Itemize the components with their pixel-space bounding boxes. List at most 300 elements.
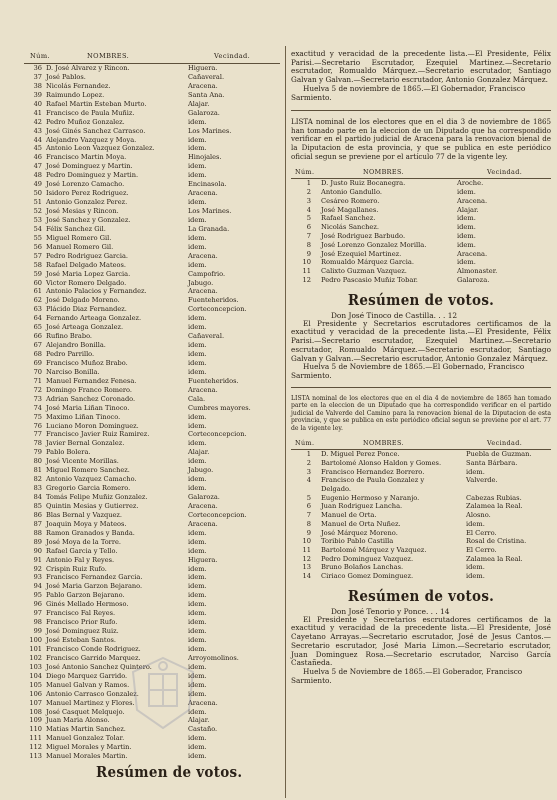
lista2-voter-row — [291, 563, 551, 572]
top-date-signature: Huelva 5 de noviembre de 1865.—El Gobernador, Francisco Sarmiento. — [291, 83, 526, 102]
voter-name: Manuel Martinez y Flores. — [46, 698, 135, 707]
row-number: 66 — [33, 332, 42, 341]
row-number: 71 — [33, 376, 42, 385]
voter-vecindad: Fuenteheridos. — [188, 376, 239, 385]
voter-vecindad: Los Marines. — [188, 126, 232, 135]
left-voter-row — [24, 422, 280, 431]
voter-vecindad: idem. — [188, 591, 207, 600]
voter-name: Francisco de Paula Gonzalez y Delgado. — [321, 476, 425, 493]
voter-name: Francisco Garrido Marquez. — [46, 653, 141, 662]
voter-vecindad: Rosal de Cristina. — [466, 537, 527, 546]
left-voter-row — [24, 430, 280, 439]
lista1-voter-row — [291, 241, 551, 250]
names-header: NOMBRES. — [87, 52, 130, 60]
left-voter-row — [24, 529, 280, 538]
voter-vecindad: idem. — [457, 187, 476, 196]
voter-vecindad: Alosno. — [466, 511, 491, 520]
voter-name: Antonio Leon Vazquez Gonzalez. — [46, 144, 155, 153]
left-voter-row — [24, 386, 280, 395]
voter-vecindad: idem. — [457, 258, 476, 267]
left-voter-row — [24, 305, 280, 314]
voter-vecindad: idem. — [188, 341, 207, 350]
left-voter-row — [24, 198, 280, 207]
voter-vecindad: idem. — [188, 475, 207, 484]
lista1-intro: LISTA nominal de los electores que en el dia 3 de noviembre de 1865 han tomado parte en la eleccion de un Diputado que ha correspondido verificar en el partido judicial de Aracena para la renovacion bienal de la Diputacion de esta provincia, y que se publica en este periódico oficial segun se previene por el artículo 77 de la vigente ley. — [291, 117, 551, 161]
row-number: 7 — [306, 231, 311, 240]
row-number: 73 — [33, 394, 42, 403]
lista2-voter-row — [291, 520, 551, 529]
row-number: 91 — [33, 555, 42, 564]
row-number: 7 — [306, 511, 311, 520]
voter-vecindad: idem. — [457, 223, 476, 232]
lista2-voter-row — [291, 529, 551, 538]
voter-name: Rafael Martin Esteban Murto. — [46, 99, 147, 108]
row-number: 90 — [33, 546, 42, 555]
row-number: 39 — [33, 90, 42, 99]
left-voter-row — [24, 332, 280, 341]
voter-name: Pedro Parrillo. — [46, 350, 95, 358]
lista1-names-header: NOMBRES. — [363, 168, 404, 177]
left-voter-row — [24, 493, 280, 502]
row-number: 64 — [33, 314, 42, 323]
voter-name: Matias Martin Sanchez. — [46, 725, 126, 734]
voter-name: Francisco Fernandez Garcia. — [46, 573, 143, 582]
voter-vecindad: idem. — [188, 689, 207, 698]
lista2-voter-row — [291, 459, 551, 468]
voter-name: Alejandro Vazquez y Moya. — [46, 135, 137, 144]
left-voter-row — [24, 73, 280, 82]
voter-vecindad: Aracena. — [188, 287, 218, 296]
row-number: 55 — [33, 233, 42, 242]
voter-vecindad: idem. — [188, 680, 207, 689]
voter-vecindad: idem. — [188, 367, 207, 376]
row-number: 41 — [33, 108, 42, 117]
row-number: 58 — [33, 260, 42, 269]
voter-vecindad: Aracena. — [457, 196, 488, 205]
voter-name: Pablo Garzon Bejarano. — [46, 591, 125, 600]
voter-name: José Mesias y Rincon. — [46, 207, 119, 215]
voter-vecindad: Cala. — [188, 394, 206, 403]
row-number: 47 — [33, 162, 42, 171]
voter-vecindad: Higuera. — [188, 64, 218, 72]
row-number: 4 — [306, 476, 311, 485]
voter-name: Juan Maria Alonso. — [46, 716, 110, 725]
voter-name: Crispin Ruiz Rufo. — [46, 564, 107, 573]
voter-vecindad: idem. — [188, 627, 207, 636]
row-number: 113 — [29, 752, 42, 761]
row-number: 102 — [29, 653, 42, 662]
voter-vecindad: Alajar. — [188, 99, 210, 108]
row-number: 37 — [33, 72, 42, 81]
row-number: 79 — [33, 448, 42, 457]
voter-vecindad: idem. — [188, 215, 207, 224]
row-number: 48 — [33, 171, 42, 180]
lista1-vecindad-header: Vecindad. — [487, 168, 523, 177]
voter-name: Rafael Garcia y Tello. — [46, 546, 118, 555]
voter-vecindad: idem. — [188, 439, 207, 448]
voter-name: Cesáreo Romero. — [321, 196, 380, 205]
row-number: 68 — [33, 350, 42, 358]
lista2-voter-row — [291, 494, 551, 503]
voter-name: Plácido Diaz Fernandez. — [46, 305, 127, 314]
row-number: 84 — [33, 493, 42, 501]
voter-vecindad: Valverde. — [466, 476, 498, 485]
voter-vecindad: idem. — [466, 519, 485, 528]
row-number: 86 — [33, 510, 42, 519]
resumen1-date-signature: Huelva 5 de Noviembre de 1865.—El Gobernado, Francisco Sarmiento. — [291, 362, 525, 380]
voter-vecindad: Higuera. — [188, 555, 218, 564]
voter-name: Francisco de Paula Muñiz. — [46, 108, 135, 117]
voter-name: Miguel Romero Sanchez. — [46, 466, 130, 475]
voter-vecindad: idem. — [188, 609, 207, 618]
voter-vecindad: Cañaveral. — [188, 332, 225, 341]
voter-vecindad: Campofrio. — [188, 269, 226, 278]
voter-vecindad: Alajar. — [188, 448, 210, 457]
row-number: 54 — [33, 224, 42, 233]
voter-name: Adrian Sanchez Coronado. — [46, 394, 136, 403]
left-voter-row — [24, 279, 280, 288]
voter-vecindad: idem. — [188, 171, 207, 180]
left-voter-row — [24, 341, 280, 350]
voter-name: Francisco Hernandez Borrero. — [321, 467, 425, 476]
voter-vecindad: La Granada. — [188, 224, 230, 233]
row-number: 62 — [33, 296, 42, 305]
left-voter-row — [24, 171, 280, 180]
voter-name: José Arteaga Gonzalez. — [46, 323, 124, 332]
voter-vecindad: idem. — [188, 242, 207, 251]
library-stamp-watermark — [127, 654, 199, 732]
voter-name: Ciriaco Gomez Dominguez. — [321, 572, 414, 581]
left-voter-row — [24, 368, 280, 377]
left-voter-row — [24, 189, 280, 198]
left-voter-row — [24, 609, 280, 618]
row-number: 6 — [306, 502, 311, 511]
row-number: 95 — [33, 591, 42, 600]
voter-vecindad: idem. — [188, 358, 207, 367]
lista1-voter-row — [291, 179, 551, 188]
voter-vecindad: Los Marines. — [188, 207, 232, 215]
voter-vecindad: idem. — [188, 260, 207, 269]
voter-name: Antonio Palacios y Fernandez. — [46, 287, 147, 296]
row-number: 40 — [33, 99, 42, 108]
voter-vecindad: idem. — [188, 233, 207, 242]
num-header: Núm. — [30, 52, 50, 60]
left-voter-row — [24, 243, 280, 252]
voter-vecindad: Zalamea la Real. — [466, 502, 523, 511]
voter-name: Diego Marquez Garrido. — [46, 671, 128, 680]
voter-vecindad: Aracena. — [188, 385, 218, 394]
voter-vecindad: Aracena. — [188, 189, 218, 198]
voter-name: Tomás Felipe Muñiz Gonzalez. — [46, 493, 148, 501]
voter-vecindad: idem. — [188, 752, 207, 761]
voter-name: José Márquez Moreno. — [321, 528, 398, 537]
voter-name: José Sanchez y Gonzalez. — [46, 215, 131, 224]
left-voter-row — [24, 743, 280, 752]
voter-vecindad: Alajar. — [188, 716, 210, 725]
voter-vecindad: idem. — [188, 636, 207, 644]
row-number: 74 — [33, 403, 42, 412]
voter-vecindad: Arroyomolinos. — [188, 653, 239, 662]
row-number: 12 — [302, 554, 311, 563]
row-number: 65 — [33, 323, 42, 332]
row-number: 53 — [33, 215, 42, 224]
row-number: 96 — [33, 600, 42, 609]
left-voter-row — [24, 162, 280, 171]
row-number: 1 — [306, 179, 311, 188]
left-voter-row — [24, 573, 280, 582]
voter-vecindad: idem. — [188, 144, 207, 153]
voter-name: José Rodriguez Barbudo. — [321, 231, 406, 240]
left-voter-row — [24, 377, 280, 386]
section-rule-2 — [291, 387, 551, 388]
left-voter-row — [24, 404, 280, 413]
lista1-voter-row — [291, 197, 551, 206]
lista1-voter-row — [291, 206, 551, 215]
voter-name: Domingo Franco Romero. — [46, 385, 133, 394]
left-voter-row — [24, 234, 280, 243]
row-number: 106 — [29, 689, 42, 698]
voter-name: Antonio Fal y Reyes. — [46, 555, 115, 564]
voter-vecindad: idem. — [188, 743, 207, 752]
row-number: 99 — [33, 627, 42, 636]
voter-vecindad: idem. — [188, 484, 207, 493]
voter-name: Antonio Gonzalez Perez. — [46, 198, 128, 207]
left-voter-row — [24, 439, 280, 448]
left-voter-row — [24, 82, 280, 91]
lista1-num-header: Núm. — [295, 168, 315, 177]
voter-name: Manuel Morales Martin. — [46, 752, 128, 761]
voter-vecindad: Encinasola. — [188, 180, 227, 189]
right-column — [291, 50, 551, 685]
row-number: 77 — [33, 430, 42, 439]
voter-vecindad: Aracena. — [188, 251, 218, 260]
voter-name: Joaquin Moya y Mateos. — [46, 519, 127, 528]
voter-name: D. José Alvarez y Rincon. — [46, 64, 130, 72]
voter-name: D. Justo Ruiz Bocanegra. — [321, 179, 406, 188]
voter-vecindad: idem. — [188, 662, 207, 671]
voter-name: José Lorenzo Gonzalez Morilla. — [321, 240, 427, 249]
left-voter-row — [24, 270, 280, 279]
row-number: 13 — [302, 563, 311, 572]
voter-vecindad: idem. — [188, 537, 207, 546]
voter-name: Raimundo Lopez. — [46, 90, 105, 99]
voter-vecindad: idem. — [188, 162, 207, 171]
row-number: 59 — [33, 269, 42, 278]
resumen2-votes: Don José Tenorio y Ponce. . . 14 — [331, 606, 450, 616]
row-number: 45 — [33, 144, 42, 153]
voter-vecindad: idem. — [188, 323, 207, 332]
voter-vecindad: Hinojales. — [188, 153, 222, 162]
voter-name: José Moya de la Torre. — [46, 537, 121, 546]
lista1-voter-row — [291, 214, 551, 223]
row-number: 51 — [33, 198, 42, 207]
row-number: 14 — [302, 572, 311, 581]
left-voter-row — [24, 502, 280, 511]
row-number: 5 — [306, 214, 311, 223]
left-voter-row — [24, 413, 280, 422]
left-voter-row — [24, 734, 280, 743]
voter-vecindad: Aracena. — [457, 249, 488, 258]
lista2-voter-row — [291, 476, 551, 493]
row-number: 92 — [33, 564, 42, 573]
voter-name: Luciano Moron Dominguez. — [46, 421, 139, 430]
voter-name: José Magallanes. — [321, 205, 379, 214]
voter-name: Francisco Javier Ruiz Ramirez. — [46, 430, 150, 439]
row-number: 112 — [29, 743, 42, 752]
voter-vecindad: Fuenteheridos. — [188, 296, 239, 305]
lista2-intro: LISTA nominal de los electores que en el dia 4 de noviembre de 1865 han tomado parte en la eleccion de un Diputado que ha correspondido verificar en el partido judicial de Valverde del Camino para la renovacion bienal de la Diputacion de esta provincia, y que se publica en este periódico oficial segun se previene por el art. 77 de la vigente ley. — [291, 394, 551, 432]
voter-name: Romualdo Márquez Garcia. — [321, 258, 415, 267]
voter-name: Isidoro Perez Rodriguez. — [46, 189, 129, 198]
voter-vecindad: Galaroza. — [457, 275, 490, 284]
row-number: 44 — [33, 135, 42, 144]
left-voter-row — [24, 457, 280, 466]
voter-vecindad: Zalamea la Real. — [466, 554, 523, 563]
lista1-voter-list — [291, 179, 551, 285]
row-number: 101 — [29, 644, 42, 653]
row-number: 78 — [33, 439, 42, 448]
row-number: 11 — [302, 545, 311, 554]
row-number: 100 — [29, 636, 42, 644]
voter-name: José Maria Lopez Garcia. — [46, 269, 131, 278]
voter-name: Manuel de Orta Nuñez. — [321, 519, 401, 528]
voter-name: Francisco Muñoz Brabo. — [46, 358, 128, 367]
voter-vecindad: idem. — [188, 412, 207, 421]
voter-name: Victor Romero Delgado. — [46, 278, 127, 287]
row-number: 5 — [306, 493, 311, 502]
left-voter-row — [24, 645, 280, 654]
row-number: 94 — [33, 582, 42, 591]
voter-vecindad: idem. — [466, 563, 485, 572]
voter-name: Manuel Gonzalez Tolar. — [46, 734, 125, 743]
lista2-voter-row — [291, 502, 551, 511]
vecindad-header: Vecindad. — [214, 52, 251, 60]
row-number: 98 — [33, 618, 42, 627]
voter-name: Bruno Bolaños Lanchas. — [321, 563, 404, 572]
left-voter-row — [24, 350, 280, 359]
row-number: 10 — [302, 258, 311, 267]
voter-vecindad: Cañaveral. — [188, 72, 225, 81]
voter-name: Manuel Galvan y Ramos. — [46, 680, 130, 689]
voter-name: José Vicente Morillas. — [46, 457, 119, 466]
voter-vecindad: Galaroza. — [188, 493, 220, 501]
voter-vecindad: idem. — [457, 231, 476, 240]
row-number: 108 — [29, 707, 42, 716]
voter-name: Rufino Brabo. — [46, 332, 93, 341]
resumen2-title: Resúmen de votos. — [347, 586, 495, 605]
lista2-voter-row — [291, 450, 551, 459]
voter-vecindad: idem. — [188, 600, 207, 609]
resumen2-date-signature: Huelva 5 de Noviembre de 1865.—El Goberador, Francisco Sarmiento. — [291, 666, 523, 685]
row-number: 93 — [33, 573, 42, 582]
row-number: 9 — [306, 528, 311, 537]
row-number: 88 — [33, 528, 42, 537]
lista2-header — [291, 437, 551, 448]
row-number: 2 — [306, 458, 311, 467]
voter-vecindad: El Cerro. — [466, 545, 497, 554]
row-number: 110 — [29, 725, 42, 734]
voter-vecindad: Alajar. — [457, 205, 479, 214]
left-voter-row — [24, 287, 280, 296]
left-voter-row — [24, 627, 280, 636]
lista2-voter-row — [291, 572, 551, 581]
voter-name: Manuel Romero Gil. — [46, 242, 114, 251]
left-voter-row — [24, 556, 280, 565]
voter-name: Ramon Granados y Banda. — [46, 528, 135, 537]
voter-vecindad: Jabugo. — [188, 466, 214, 475]
voter-vecindad: Cumbres mayores. — [188, 403, 251, 412]
row-number: 3 — [306, 196, 311, 205]
row-number: 72 — [33, 385, 42, 394]
voter-name: Nicolás Fernandez. — [46, 81, 111, 90]
row-number: 60 — [33, 278, 42, 287]
lista2-voter-row — [291, 546, 551, 555]
left-voter-row — [24, 395, 280, 404]
voter-vecindad: idem. — [188, 198, 207, 207]
left-voter-row — [24, 565, 280, 574]
voter-vecindad: Aracena. — [188, 501, 218, 510]
voter-vecindad: Jabugo. — [188, 278, 214, 287]
row-number: 12 — [302, 275, 311, 284]
voter-vecindad: idem. — [188, 421, 207, 430]
row-number: 9 — [306, 249, 311, 258]
voter-vecindad: idem. — [457, 240, 476, 249]
left-voter-row — [24, 636, 280, 645]
left-voter-row — [24, 144, 280, 153]
voter-vecindad: Corteconcepcion. — [188, 305, 247, 314]
section-rule — [291, 110, 551, 111]
row-number: 103 — [29, 662, 42, 671]
row-number: 67 — [33, 341, 42, 350]
voter-name: Miguel Morales y Martin. — [46, 743, 132, 752]
left-voter-row — [24, 520, 280, 529]
voter-name: José Dominguez y Martin. — [46, 162, 133, 171]
voter-name: Pedro Dominguez Vazquez. — [321, 554, 414, 563]
lista1-voter-row — [291, 267, 551, 276]
voter-vecindad: idem. — [466, 467, 485, 476]
row-number: 70 — [33, 367, 42, 376]
left-voter-row — [24, 314, 280, 323]
voter-name: José Maria Liñan Tinoco. — [46, 403, 130, 412]
voter-name: Manuel de Orta. — [321, 511, 377, 520]
voter-name: Fernando Arteaga Gonzalez. — [46, 314, 142, 323]
voter-vecindad: Aroche. — [457, 179, 484, 188]
voter-name: Bartolomé Márquez y Vazquez. — [321, 545, 427, 554]
voter-vecindad: Aracena. — [188, 81, 218, 90]
voter-name: José Maria Garzon Bejarano. — [46, 582, 143, 591]
voter-name: Juan Rodriguez Lancha. — [321, 502, 403, 511]
left-voter-row — [24, 91, 280, 100]
left-table-header — [24, 50, 280, 62]
lista2-voter-row — [291, 555, 551, 564]
voter-name: Narciso Bonilla. — [46, 367, 100, 376]
voter-vecindad: idem. — [188, 528, 207, 537]
voter-name: José Dominguez Ruiz. — [46, 627, 119, 636]
voter-name: Maximo Liñan Tinoco. — [46, 412, 121, 421]
left-voter-row — [24, 591, 280, 600]
voter-vecindad: idem. — [188, 546, 207, 555]
voter-vecindad: idem. — [188, 564, 207, 573]
lista1-voter-row — [291, 223, 551, 232]
left-voter-row — [24, 752, 280, 761]
voter-vecindad: Corteconcepcion. — [188, 510, 247, 519]
left-voter-row — [24, 538, 280, 547]
row-number: 2 — [306, 187, 311, 196]
voter-vecindad: idem. — [188, 644, 207, 653]
voter-vecindad: Aracena. — [188, 698, 218, 707]
voter-name: Francisco Martin Moya. — [46, 153, 127, 162]
row-number: 8 — [306, 519, 311, 528]
